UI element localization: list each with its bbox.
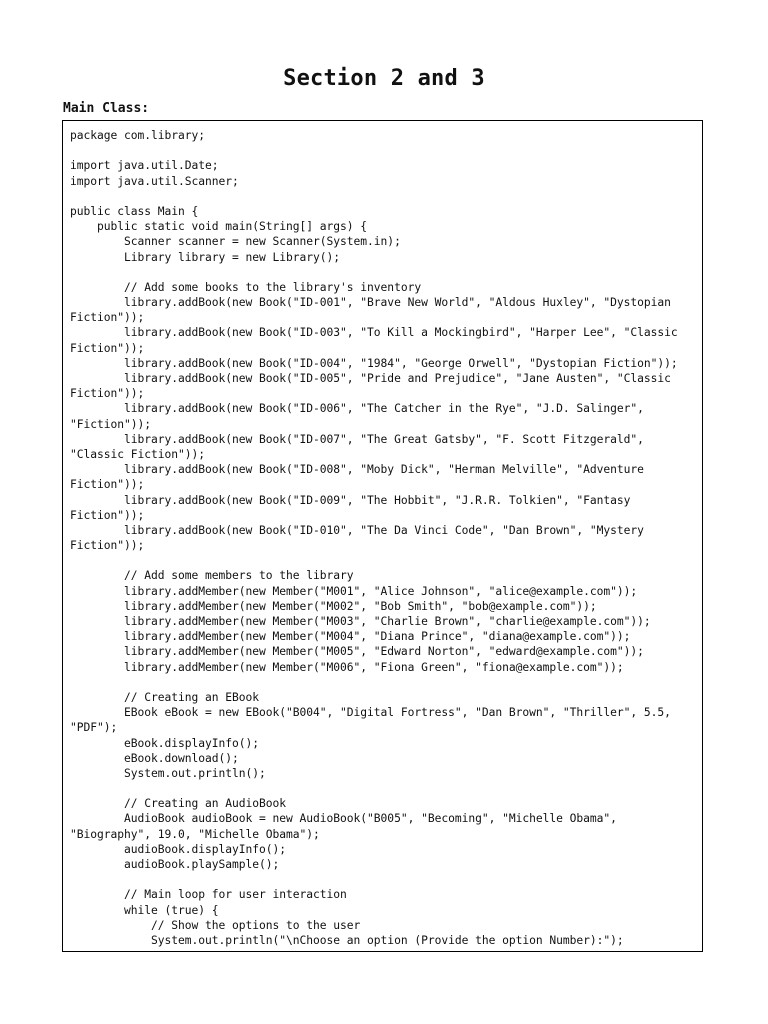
code-line: "Classic Fiction")); [70,447,206,461]
code-block [62,120,703,952]
code-line [70,553,702,568]
code-line: Fiction")); [70,341,145,355]
code-line: Fiction")); [70,478,145,492]
code-line: eBook.download(); [70,751,239,765]
code-line: library.addMember(new Member("M005", "Edward Norton", "edward@example.com")); [70,645,644,659]
code-line: EBook eBook = new EBook("B004", "Digital Fortress", "Dan Brown", "Thriller", 5.5, [70,706,671,720]
code-line: // Main loop for user interaction [70,888,347,902]
code-line: "Fiction")); [70,417,152,431]
page-title: Section 2 and 3 [283,66,485,91]
code-line: Fiction")); [70,387,145,401]
code-line: System.out.println("\nChoose an option (Provide the option Number):"); [70,933,624,947]
code-line: Library library = new Library(); [70,250,341,264]
code-line: audioBook.displayInfo(); [70,842,287,856]
code-line: eBook.displayInfo(); [70,736,260,750]
code-line: library.addBook(new Book("ID-008", "Moby Dick", "Herman Melville", "Adventure [70,463,644,477]
code-line: import java.util.Scanner; [70,174,239,188]
code-line: library.addMember(new Member("M003", "Charlie Brown", "charlie@example.com")); [70,615,651,628]
code-line: Fiction")); [70,508,145,522]
code-line: library.addBook(new Book("ID-010", "The Da Vinci Code", "Dan Brown", "Mystery [70,523,644,537]
code-line: library.addBook(new Book("ID-006", "The Catcher in the Rye", "J.D. Salinger", [70,402,644,416]
code-line: library.addBook(new Book("ID-001", "Brave New World", "Aldous Huxley", "Dystopian [70,296,671,310]
code-line: library.addBook(new Book("ID-004", "1984", "George Orwell", "Dystopian Fiction")); [70,356,678,370]
code-line [70,781,702,796]
code-line: library.addMember(new Member("M002", "Bob Smith", "bob@example.com")); [70,599,597,613]
code-line [70,265,702,280]
code-line: public static void main(String[] args) { [70,220,368,234]
code-line: Fiction")); [70,539,145,553]
code-line: // Creating an EBook [70,690,260,704]
code-line: audioBook.playSample(); [70,858,280,871]
code-line [70,872,702,887]
code-line: package com.library; [70,129,206,142]
code-line: AudioBook audioBook = new AudioBook("B005", "Becoming", "Michelle Obama", [70,812,617,826]
code-line: library.addBook(new Book("ID-005", "Pride and Prejudice", "Jane Austen", "Classic [70,372,671,385]
code-line: // Add some books to the library's inventory [70,280,422,294]
code-line [70,189,702,204]
code-line: library.addBook(new Book("ID-009", "The Hobbit", "J.R.R. Tolkien", "Fantasy [70,493,631,507]
code-line: // Show the options to the user [70,918,361,932]
code-line: library.addMember(new Member("M001", "Alice Johnson", "alice@example.com")); [70,584,638,598]
code-line [70,675,702,690]
code-line: "PDF"); [70,721,118,735]
code-line: "Biography", 19.0, "Michelle Obama"); [70,827,320,841]
code-line: public class Main { [70,204,199,218]
code-line: import java.util.Date; [70,159,219,173]
code-line: library.addMember(new Member("M004", "Diana Prince", "diana@example.com")); [70,630,631,644]
section-label: Main Class: [63,101,150,116]
code-line: while (true) { [70,903,219,917]
code-line: Scanner scanner = new Scanner(System.in); [70,235,401,249]
code-line: // Creating an AudioBook [70,797,287,811]
code-line: Fiction")); [70,311,145,325]
code-line: System.out.println(); [70,766,266,780]
code-line: library.addBook(new Book("ID-003", "To Kill a Mockingbird", "Harper Lee", "Classic [70,326,678,340]
code-line: library.addBook(new Book("ID-007", "The Great Gatsby", "F. Scott Fitzgerald", [70,432,644,446]
code-line: library.addMember(new Member("M006", "Fiona Green", "fiona@example.com")); [70,660,624,674]
code-line: // Add some members to the library [70,569,354,583]
code-line [70,143,702,158]
